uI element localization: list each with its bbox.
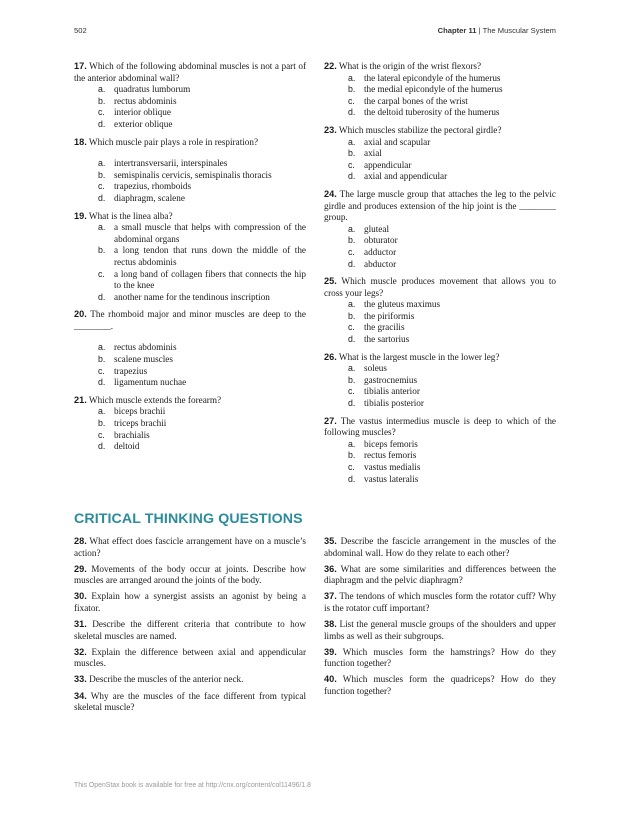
answer-option bbox=[74, 292, 306, 304]
question-number: 24. bbox=[324, 188, 337, 199]
page-footer: This OpenStax book is available for free at http://cnx.org/content/col11496/1.8 bbox=[74, 782, 311, 789]
option-text: ligamentum nuchae bbox=[114, 377, 187, 388]
option-text: tibialis posterior bbox=[364, 398, 424, 409]
question-number: 29. bbox=[74, 563, 87, 574]
answer-option bbox=[324, 235, 556, 247]
option-letter: a. bbox=[98, 222, 106, 233]
option-text: axial and scapular bbox=[364, 136, 431, 147]
answer-options bbox=[74, 222, 306, 303]
question-stem: Which muscles stabilize the pectoral girdle? bbox=[338, 124, 502, 135]
critical-question bbox=[74, 536, 306, 559]
option-letter: c. bbox=[348, 322, 355, 333]
question-stem: The large muscle group that attaches the leg to the pelvic girdle and produces extension of the hip joint is the ________ group. bbox=[324, 188, 556, 223]
question-number: 30. bbox=[74, 591, 87, 602]
option-text: scalene muscles bbox=[114, 354, 173, 365]
question-stem: What is the linea alba? bbox=[88, 210, 173, 221]
question-text bbox=[324, 536, 556, 559]
question-number: 19. bbox=[74, 210, 87, 221]
question-stem: What are some similarities and differences between the diaphragm and the pelvic diaphragm? bbox=[324, 563, 556, 586]
question-text bbox=[324, 674, 556, 697]
answer-option bbox=[324, 73, 556, 85]
option-letter: b. bbox=[348, 235, 356, 246]
question-item bbox=[324, 61, 556, 119]
question-stem: List the general muscle groups of the shoulders and upper limbs as well as their subgroups. bbox=[324, 619, 556, 641]
answer-option bbox=[74, 342, 306, 354]
chapter-heading bbox=[438, 26, 556, 35]
option-text: obturator bbox=[364, 235, 398, 246]
question-stem: Which muscles form the hamstrings? How do they function together? bbox=[324, 646, 556, 669]
question-number: 34. bbox=[74, 690, 87, 701]
question-number: 26. bbox=[324, 351, 337, 362]
critical-question bbox=[324, 536, 556, 559]
question-number: 22. bbox=[324, 61, 337, 71]
answer-option bbox=[324, 386, 556, 398]
option-letter: d. bbox=[348, 107, 356, 118]
answer-options bbox=[324, 137, 556, 183]
option-text: trapezius, rhomboids bbox=[114, 181, 192, 192]
option-letter: b. bbox=[98, 169, 106, 180]
answer-option bbox=[74, 96, 306, 108]
option-text: the gracilis bbox=[364, 322, 405, 333]
answer-option bbox=[324, 171, 556, 183]
answer-options bbox=[74, 342, 306, 388]
option-letter: c. bbox=[348, 159, 355, 170]
question-stem: Which muscles form the quadriceps? How do they function together? bbox=[324, 674, 556, 697]
option-text: biceps brachii bbox=[114, 406, 166, 417]
question-text bbox=[74, 211, 306, 223]
answer-option bbox=[74, 245, 306, 268]
answer-options bbox=[324, 224, 556, 270]
question-number: 27. bbox=[324, 415, 337, 426]
answer-option bbox=[324, 398, 556, 410]
answer-option bbox=[74, 119, 306, 131]
option-text: tibialis anterior bbox=[364, 386, 420, 397]
answer-option bbox=[74, 269, 306, 292]
option-letter: c. bbox=[98, 107, 105, 118]
option-text: the sartorius bbox=[364, 334, 410, 345]
answer-option bbox=[324, 450, 556, 462]
question-number: 23. bbox=[324, 124, 337, 135]
option-text: diaphragm, scalene bbox=[114, 192, 185, 203]
question-text bbox=[74, 395, 306, 407]
option-letter: c. bbox=[98, 429, 105, 440]
question-stem: What is the origin of the wrist flexors? bbox=[338, 61, 482, 71]
option-text: deltoid bbox=[114, 441, 140, 452]
answer-option bbox=[324, 311, 556, 323]
answer-option bbox=[74, 170, 306, 182]
question-stem: Which of the following abdominal muscles is not a part of the anterior abdominal wall? bbox=[74, 61, 306, 83]
option-text: rectus abdominis bbox=[114, 342, 177, 353]
answer-option bbox=[324, 363, 556, 375]
answer-option bbox=[324, 375, 556, 387]
critical-question bbox=[324, 564, 556, 587]
option-letter: c. bbox=[98, 181, 105, 192]
question-number: 28. bbox=[74, 536, 87, 546]
option-letter: b. bbox=[348, 450, 356, 461]
option-letter: a. bbox=[98, 84, 106, 95]
option-text: rectus abdominis bbox=[114, 95, 177, 106]
option-letter: b. bbox=[348, 148, 356, 159]
option-text: interior oblique bbox=[114, 107, 171, 118]
question-text bbox=[324, 619, 556, 642]
question-text bbox=[324, 591, 556, 614]
option-text: triceps brachii bbox=[114, 418, 167, 429]
answer-option bbox=[324, 224, 556, 236]
question-stem: What is the largest muscle in the lower leg? bbox=[338, 351, 500, 362]
question-text bbox=[324, 647, 556, 670]
question-item bbox=[324, 416, 556, 486]
question-item bbox=[324, 276, 556, 346]
answer-option bbox=[74, 418, 306, 430]
critical-question bbox=[324, 647, 556, 670]
option-letter: c. bbox=[348, 95, 355, 106]
answer-option bbox=[74, 222, 306, 245]
question-stem: Why are the muscles of the face different from typical skeletal muscle? bbox=[74, 690, 306, 713]
option-text: vastus medialis bbox=[364, 462, 421, 472]
answer-option bbox=[74, 107, 306, 119]
question-text bbox=[74, 591, 306, 614]
option-text: a long tendon that runs down the middle of the rectus abdominis bbox=[114, 245, 306, 267]
option-text: the carpal bones of the wrist bbox=[364, 95, 468, 106]
answer-option bbox=[74, 158, 306, 170]
answer-option bbox=[324, 148, 556, 160]
question-stem: The vastus intermedius muscle is deep to which of the following muscles? bbox=[324, 415, 556, 438]
critical-thinking-right-column bbox=[324, 536, 556, 702]
option-letter: d. bbox=[348, 473, 356, 484]
option-letter: a. bbox=[98, 406, 106, 417]
answer-option bbox=[324, 474, 556, 486]
answer-option bbox=[74, 377, 306, 389]
option-text: abductor bbox=[364, 258, 397, 269]
answer-options bbox=[74, 158, 306, 204]
option-letter: d. bbox=[348, 258, 356, 269]
answer-options bbox=[324, 439, 556, 485]
option-letter: d. bbox=[98, 377, 106, 388]
answer-options bbox=[74, 406, 306, 452]
option-text: the medial epicondyle of the humerus bbox=[364, 84, 503, 95]
option-text: soleus bbox=[364, 363, 387, 374]
option-letter: d. bbox=[98, 441, 106, 452]
critical-question bbox=[74, 619, 306, 642]
option-letter: d. bbox=[348, 334, 356, 345]
option-letter: c. bbox=[348, 386, 355, 397]
question-stem: Which muscle pair plays a role in respiration? bbox=[88, 136, 259, 147]
review-questions-left-column bbox=[74, 61, 306, 459]
option-letter: b. bbox=[348, 84, 356, 95]
question-number: 21. bbox=[74, 394, 87, 405]
option-letter: a. bbox=[98, 158, 106, 169]
option-letter: c. bbox=[348, 462, 355, 472]
answer-options bbox=[324, 363, 556, 409]
option-letter: d. bbox=[98, 192, 106, 203]
answer-option bbox=[74, 84, 306, 96]
option-letter: d. bbox=[98, 291, 106, 302]
question-text bbox=[324, 61, 556, 73]
question-text bbox=[74, 137, 306, 149]
answer-option bbox=[324, 299, 556, 311]
option-text: the piriformis bbox=[364, 310, 415, 321]
page-number: 502 bbox=[74, 26, 87, 35]
question-text bbox=[74, 691, 306, 714]
option-text: the lateral epicondyle of the humerus bbox=[364, 72, 501, 83]
option-text: another name for the tendinous inscription bbox=[114, 291, 270, 302]
question-text bbox=[324, 125, 556, 137]
option-letter: a. bbox=[348, 299, 356, 310]
answer-option bbox=[74, 193, 306, 205]
answer-option bbox=[324, 247, 556, 259]
answer-option bbox=[74, 406, 306, 418]
option-text: quadratus lumborum bbox=[114, 84, 191, 95]
header-separator: | bbox=[476, 26, 483, 35]
question-text bbox=[74, 647, 306, 670]
answer-option bbox=[74, 181, 306, 193]
question-text bbox=[74, 564, 306, 587]
question-number: 20. bbox=[74, 309, 87, 320]
question-text bbox=[74, 536, 306, 559]
question-text bbox=[324, 564, 556, 587]
option-text: semispinalis cervicis, semispinalis thoracis bbox=[114, 169, 272, 180]
question-stem: Explain the difference between axial and appendicular muscles. bbox=[74, 646, 307, 669]
question-stem: Explain how a synergist assists an agonist by being a fixator. bbox=[74, 591, 307, 613]
question-stem: Describe the fascicle arrangement in the muscles of the abdominal wall. How do they relate to each other? bbox=[324, 536, 557, 558]
critical-question bbox=[324, 619, 556, 642]
question-stem: Movements of the body occur at joints. Describe how muscles are arranged around the joints of the body. bbox=[74, 563, 306, 586]
option-letter: b. bbox=[98, 354, 106, 365]
option-text: rectus femoris bbox=[364, 450, 417, 461]
answer-option bbox=[74, 441, 306, 453]
question-item bbox=[324, 352, 556, 410]
question-text bbox=[324, 189, 556, 224]
question-number: 17. bbox=[74, 61, 87, 71]
question-text bbox=[74, 309, 306, 332]
critical-thinking-left-column bbox=[74, 536, 306, 718]
question-number: 36. bbox=[324, 563, 337, 574]
option-text: adductor bbox=[364, 246, 397, 257]
answer-option bbox=[324, 439, 556, 451]
option-text: a long band of collagen fibers that connects the hip to the knee bbox=[114, 268, 306, 291]
option-text: axial bbox=[364, 148, 382, 159]
answer-option bbox=[324, 96, 556, 108]
answer-option bbox=[324, 160, 556, 172]
option-text: gastrocnemius bbox=[364, 374, 418, 385]
question-number: 38. bbox=[324, 619, 337, 630]
question-text bbox=[324, 416, 556, 439]
question-item bbox=[74, 309, 306, 389]
review-questions-right-column bbox=[324, 61, 556, 491]
answer-option bbox=[74, 430, 306, 442]
option-letter: b. bbox=[348, 374, 356, 385]
question-number: 18. bbox=[74, 136, 87, 147]
question-text bbox=[74, 61, 306, 84]
critical-question bbox=[324, 674, 556, 697]
chapter-title: The Muscular System bbox=[482, 26, 556, 35]
question-item bbox=[324, 125, 556, 183]
option-letter: a. bbox=[348, 438, 356, 449]
option-letter: b. bbox=[98, 418, 106, 429]
question-number: 35. bbox=[324, 536, 337, 546]
answer-options bbox=[74, 84, 306, 130]
answer-options bbox=[324, 299, 556, 345]
option-letter: c. bbox=[98, 268, 105, 279]
question-number: 33. bbox=[74, 674, 87, 685]
option-letter: a. bbox=[98, 342, 106, 353]
question-stem: Describe the muscles of the anterior neck. bbox=[89, 674, 244, 685]
option-letter: b. bbox=[98, 95, 106, 106]
option-letter: a. bbox=[348, 363, 356, 374]
option-text: a small muscle that helps with compression of the abdominal organs bbox=[114, 222, 306, 244]
option-letter: a. bbox=[348, 72, 356, 83]
question-number: 37. bbox=[324, 591, 337, 602]
option-text: exterior oblique bbox=[114, 118, 173, 129]
option-letter: a. bbox=[348, 223, 356, 234]
option-letter: b. bbox=[348, 310, 356, 321]
answer-option bbox=[324, 462, 556, 474]
page-header bbox=[74, 26, 556, 40]
option-text: appendicular bbox=[364, 159, 412, 170]
question-text bbox=[74, 619, 306, 642]
question-number: 40. bbox=[324, 674, 337, 685]
question-spacer bbox=[74, 332, 306, 342]
option-letter: d. bbox=[98, 118, 106, 129]
critical-thinking-heading: CRITICAL THINKING QUESTIONS bbox=[74, 511, 303, 527]
option-text: the gluteus maximus bbox=[364, 299, 441, 310]
question-number: 31. bbox=[74, 619, 87, 630]
chapter-number: Chapter 11 bbox=[437, 26, 477, 35]
option-text: brachialis bbox=[114, 429, 150, 440]
question-number: 32. bbox=[74, 646, 87, 657]
question-stem: What effect does fascicle arrangement have on a muscle’s action? bbox=[74, 536, 306, 558]
question-text bbox=[324, 352, 556, 364]
option-letter: b. bbox=[98, 245, 106, 256]
question-stem: Which muscle extends the forearm? bbox=[88, 394, 222, 405]
question-stem: The tendons of which muscles form the rotator cuff? Why is the rotator cuff important? bbox=[324, 591, 556, 613]
option-text: the deltoid tuberosity of the humerus bbox=[364, 107, 500, 118]
option-letter: d. bbox=[348, 171, 356, 182]
answer-option bbox=[324, 137, 556, 149]
question-item bbox=[74, 137, 306, 205]
option-letter: d. bbox=[348, 398, 356, 409]
answer-option bbox=[74, 354, 306, 366]
question-text bbox=[74, 674, 306, 686]
question-item bbox=[324, 189, 556, 270]
critical-question bbox=[74, 564, 306, 587]
critical-question bbox=[324, 591, 556, 614]
answer-option bbox=[324, 107, 556, 119]
question-stem: Which muscle produces movement that allows you to cross your legs? bbox=[324, 276, 557, 298]
option-text: axial and appendicular bbox=[364, 171, 448, 182]
critical-question bbox=[74, 591, 306, 614]
question-number: 25. bbox=[324, 276, 337, 287]
option-letter: c. bbox=[348, 246, 355, 257]
critical-question bbox=[74, 674, 306, 686]
question-item bbox=[74, 395, 306, 453]
answer-option bbox=[324, 334, 556, 346]
option-letter: c. bbox=[98, 365, 105, 376]
answer-option bbox=[324, 259, 556, 271]
answer-option bbox=[324, 322, 556, 334]
option-letter: a. bbox=[348, 136, 356, 147]
question-item bbox=[74, 61, 306, 131]
option-text: gluteal bbox=[364, 223, 390, 234]
option-text: intertransversarii, interspinales bbox=[114, 158, 228, 169]
option-text: trapezius bbox=[114, 365, 148, 376]
option-text: biceps femoris bbox=[364, 438, 418, 449]
answer-option bbox=[74, 366, 306, 378]
question-text bbox=[324, 276, 556, 299]
question-item bbox=[74, 211, 306, 304]
question-spacer bbox=[74, 148, 306, 158]
question-stem: The rhomboid major and minor muscles are deep to the ________. bbox=[74, 309, 306, 331]
critical-question bbox=[74, 691, 306, 714]
critical-question bbox=[74, 647, 306, 670]
option-text: vastus lateralis bbox=[364, 473, 419, 484]
question-number: 39. bbox=[324, 646, 337, 657]
answer-options bbox=[324, 73, 556, 119]
answer-option bbox=[324, 84, 556, 96]
question-stem: Describe the different criteria that contribute to how skeletal muscles are named. bbox=[74, 619, 306, 641]
